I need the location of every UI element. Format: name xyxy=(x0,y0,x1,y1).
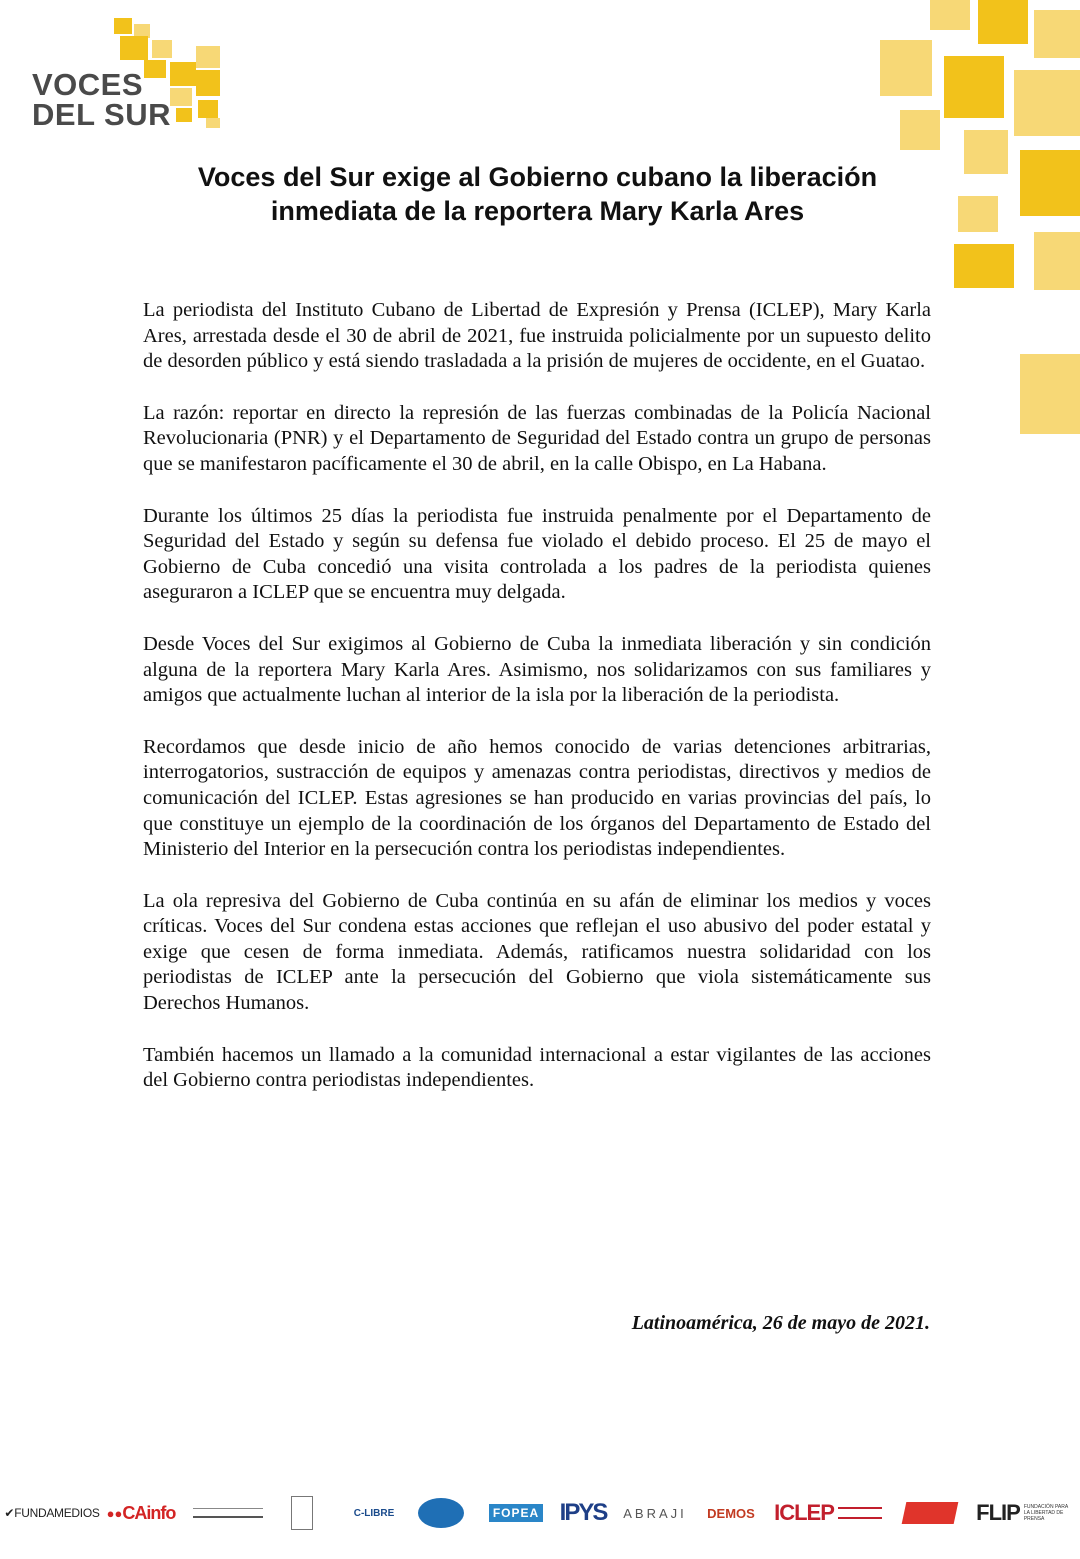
demos-text: DEMOS xyxy=(707,1505,755,1521)
paragraph: La periodista del Instituto Cubano de Libertad de Expresión y Prensa (ICLEP), Mary Karla Ares, arrestada desde el 30 de abril de 2021, fue instruida policialmente por un supuesto delito de desorden público y está siendo trasladada a la prisión de mujeres de occidente, en el Guatao. xyxy=(143,299,931,373)
paragraph: La ola represiva del Gobierno de Cuba continúa en su afán de eliminar los medios y voces críticas. Voces del Sur condena estas acciones que reflejan el uso abusivo del poder estatal y exige que cesen de forma inmediata. Además, ratificamos nuestra solidaridad con los periodistas de ICLEP ante la persecución del Gobierno que viola sistemáticamente sus Derechos Humanos. xyxy=(143,889,931,1015)
fundamedios-logo: ✔FUNDAMEDIOS xyxy=(4,1506,100,1520)
flip-text: FLIP xyxy=(976,1500,1020,1525)
title-line-2: inmediata de la reportera Mary Karla Ares xyxy=(270,196,805,226)
page-title xyxy=(100,160,975,228)
paragraph: Desde Voces del Sur exigimos al Gobierno de Cuba la inmediata liberación y sin condición alguna de la reportera Mary Karla Ares. Asimismo, nos solidarizamos con sus familiares y amigos que actualmente luchan al interior de la isla por la liberación de la periodista. xyxy=(143,632,931,707)
demos-logo xyxy=(704,1488,758,1538)
ipys-text: IPYS xyxy=(559,1499,607,1526)
iclep-text: ICLEP xyxy=(774,1500,834,1525)
fopea-text: FOPEA xyxy=(489,1504,543,1522)
abraji-text: ABRAJI xyxy=(623,1505,687,1521)
abraji-logo xyxy=(616,1488,694,1538)
paragraph: Recordamos que desde inicio de año hemos conocido de varias detenciones arbitrarias, interrogatorios, sustracción de equipos y amenazas contra periodistas, directivos y medios de comunicación del ICLEP. Estas agresiones se han producido en varias provincias del país, lo que constituye un ejemplo de la coordinación de los órganos del Departamento de Estado del Ministerio del Interior en la persecución contra los periodistas independientes. xyxy=(143,735,931,861)
prensa-logo xyxy=(284,1488,320,1538)
paragraph: Durante los últimos 25 días la periodista fue instruida penalmente por el Departamento de Seguridad del Estado y según su defensa fue violado el debido proceso. El 25 de mayo el Gobierno de Cuba concedió una visita controlada a los padres de la periodista quienes aseguraron a ICLEP que se encuentra muy delgada. xyxy=(143,504,931,604)
flip-subtext: FUNDACIÓN PARA LA LIBERTAD DE PRENSA xyxy=(1023,1504,1068,1522)
voces-del-sur-logo xyxy=(28,18,228,130)
cainfo-text: CAinfo xyxy=(122,1502,176,1523)
paragraph: También hacemos un llamado a la comunidad internacional a estar vigilantes de las acciones del Gobierno contra periodistas independientes. xyxy=(143,1043,931,1092)
prensa-script-logo xyxy=(192,1488,264,1538)
flip-logo xyxy=(970,1488,1076,1538)
clibre-logo xyxy=(342,1488,406,1538)
ipys-logo xyxy=(560,1488,606,1538)
fundamedios-text: FUNDAMEDIOS xyxy=(14,1506,100,1520)
partner-logos xyxy=(0,1488,1080,1538)
red-flag-logo xyxy=(902,1488,958,1538)
cainfo-logo: ●● CAinfo xyxy=(106,1502,176,1523)
document-body xyxy=(143,298,931,1120)
signature-date: Latinoamérica, 26 de mayo de 2021. xyxy=(631,1312,930,1334)
fopea-logo xyxy=(484,1488,548,1538)
paragraph: La razón: reportar en directo la represión de las fuerzas combinadas de la Policía Nacional Revolucionaria (PNR) y el Departamento de Seguridad del Estado contra un grupo de personas que se manifestaron pacíficamente el 30 de abril, en la calle Obispo, en La Habana. xyxy=(143,401,931,475)
clibre-text: C-LIBRE xyxy=(353,1507,395,1519)
logo-line-2: DEL SUR xyxy=(32,97,172,132)
iclep-logo xyxy=(768,1488,888,1538)
logo-line-1: VOCES xyxy=(32,67,144,102)
title-line-1: Voces del Sur exige al Gobierno cubano la liberación xyxy=(197,162,878,192)
circle-logo xyxy=(416,1488,466,1538)
